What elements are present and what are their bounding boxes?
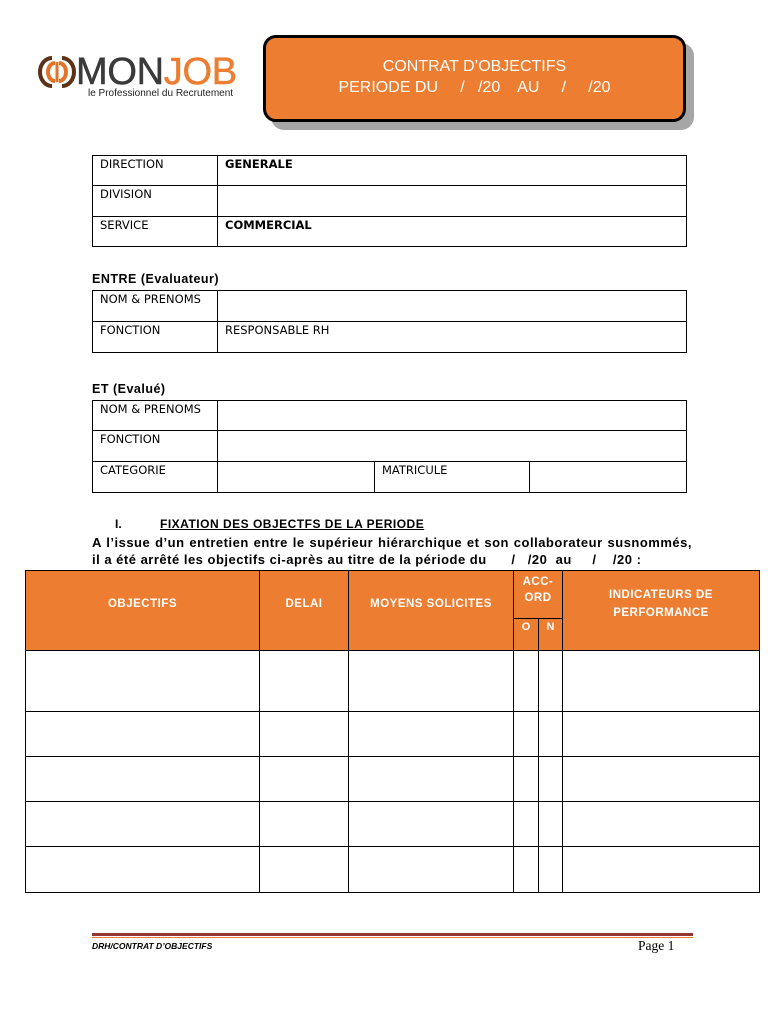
accord-yes-cell bbox=[514, 651, 539, 712]
table-row bbox=[93, 401, 687, 431]
evaluator-heading: ENTRE (Evaluateur) bbox=[92, 272, 220, 286]
document-title: CONTRAT D’OBJECTIFS bbox=[382, 58, 567, 75]
footer-page-number: Page 1 bbox=[638, 938, 675, 953]
table-row bbox=[93, 291, 687, 322]
table-row bbox=[93, 217, 687, 247]
objectives-table bbox=[25, 570, 760, 893]
accord-no-cell bbox=[539, 651, 563, 712]
table-row bbox=[93, 186, 687, 217]
division-value bbox=[218, 186, 687, 217]
header-accord-yes: O bbox=[514, 619, 539, 651]
footer-divider bbox=[92, 933, 693, 938]
accord-yes-cell bbox=[514, 847, 539, 893]
evaluee-category-label: CATEGORIE bbox=[93, 462, 218, 493]
accord-no-cell bbox=[539, 847, 563, 893]
table-row bbox=[26, 712, 760, 757]
evaluee-category-value bbox=[218, 462, 375, 493]
table-row bbox=[26, 847, 760, 893]
document-title-box bbox=[263, 35, 686, 122]
means-cell bbox=[349, 802, 514, 847]
direction-value: GENERALE bbox=[218, 156, 687, 186]
evaluator-function-value: RESPONSABLE RH bbox=[218, 322, 687, 353]
monjob-logo bbox=[38, 53, 262, 103]
header-moyens: MOYENS SOLICITES bbox=[349, 571, 514, 651]
logo-wordmark-mon: MON bbox=[76, 51, 164, 93]
delay-cell bbox=[260, 847, 349, 893]
delay-cell bbox=[260, 651, 349, 712]
evaluee-matricule-value bbox=[530, 462, 687, 493]
means-cell bbox=[349, 651, 514, 712]
objective-cell bbox=[26, 712, 260, 757]
objectives-header-row bbox=[26, 571, 760, 619]
objective-cell bbox=[26, 651, 260, 712]
table-row bbox=[93, 322, 687, 353]
evaluator-function-label: FONCTION bbox=[93, 322, 218, 353]
direction-label: DIRECTION bbox=[93, 156, 218, 186]
evaluee-matricule-label: MATRICULE bbox=[375, 462, 530, 493]
monjob-emblem-icon bbox=[38, 56, 76, 88]
logo-wordmark-job: JOB bbox=[163, 51, 237, 93]
objective-cell bbox=[26, 802, 260, 847]
table-row bbox=[26, 651, 760, 712]
division-label: DIVISION bbox=[93, 186, 218, 217]
header-accord-line-1: ACC- bbox=[522, 576, 554, 588]
accord-yes-cell bbox=[514, 712, 539, 757]
evaluator-name-label: NOM & PRENOMS bbox=[93, 291, 218, 322]
means-cell bbox=[349, 847, 514, 893]
table-row bbox=[26, 757, 760, 802]
objective-cell bbox=[26, 757, 260, 802]
accord-yes-cell bbox=[514, 802, 539, 847]
means-cell bbox=[349, 757, 514, 802]
logo-wordmark bbox=[76, 53, 237, 91]
indicator-cell bbox=[563, 757, 760, 802]
indicator-cell bbox=[563, 847, 760, 893]
evaluee-function-label: FONCTION bbox=[93, 431, 218, 462]
document-period: PERIODE DU / /20 AU / /20 bbox=[338, 79, 611, 96]
delay-cell bbox=[260, 757, 349, 802]
service-value: COMMERCIAL bbox=[218, 217, 687, 247]
delay-cell bbox=[260, 802, 349, 847]
table-row bbox=[93, 431, 687, 462]
service-label: SERVICE bbox=[93, 217, 218, 247]
table-row bbox=[93, 156, 687, 186]
evaluee-name-value bbox=[218, 401, 687, 431]
organization-table bbox=[92, 155, 687, 247]
objective-cell bbox=[26, 847, 260, 893]
delay-cell bbox=[260, 712, 349, 757]
section-title: FIXATION DES OBJECTFS DE LA PERIODE bbox=[160, 517, 425, 531]
evaluee-heading: ET (Evalué) bbox=[92, 382, 166, 396]
indicator-cell bbox=[563, 802, 760, 847]
indicator-cell bbox=[563, 651, 760, 712]
table-row bbox=[93, 462, 687, 493]
logo-tagline: le Professionnel du Recrutement bbox=[88, 88, 234, 99]
accord-no-cell bbox=[539, 802, 563, 847]
header-accord-line-2: ORD bbox=[524, 592, 552, 604]
footer-document-reference: DRH/CONTRAT D’OBJECTIFS bbox=[92, 941, 213, 951]
evaluator-table bbox=[92, 290, 687, 353]
accord-yes-cell bbox=[514, 757, 539, 802]
indicator-cell bbox=[563, 712, 760, 757]
means-cell bbox=[349, 712, 514, 757]
header-objectifs: OBJECTIFS bbox=[26, 571, 260, 651]
evaluee-table bbox=[92, 400, 687, 493]
header-accord bbox=[514, 571, 563, 619]
section-number: I. bbox=[115, 517, 122, 531]
evaluator-name-value bbox=[218, 291, 687, 322]
section-intro-line-1: A l’issue d’un entretien entre le supérieur hiérarchique et son collaborateur susnommés, bbox=[92, 535, 692, 550]
accord-no-cell bbox=[539, 757, 563, 802]
accord-no-cell bbox=[539, 712, 563, 757]
header-accord-no: N bbox=[539, 619, 563, 651]
table-row bbox=[26, 802, 760, 847]
evaluee-name-label: NOM & PRENOMS bbox=[93, 401, 218, 431]
section-intro-line-2: il a été arrêté les objectifs ci-après au titre de la période du / /20 au / /20 : bbox=[92, 552, 642, 567]
evaluee-function-value bbox=[218, 431, 687, 462]
header-indicateurs: INDICATEURS DE PERFORMANCE bbox=[563, 571, 760, 651]
header-delai: DELAI bbox=[260, 571, 349, 651]
